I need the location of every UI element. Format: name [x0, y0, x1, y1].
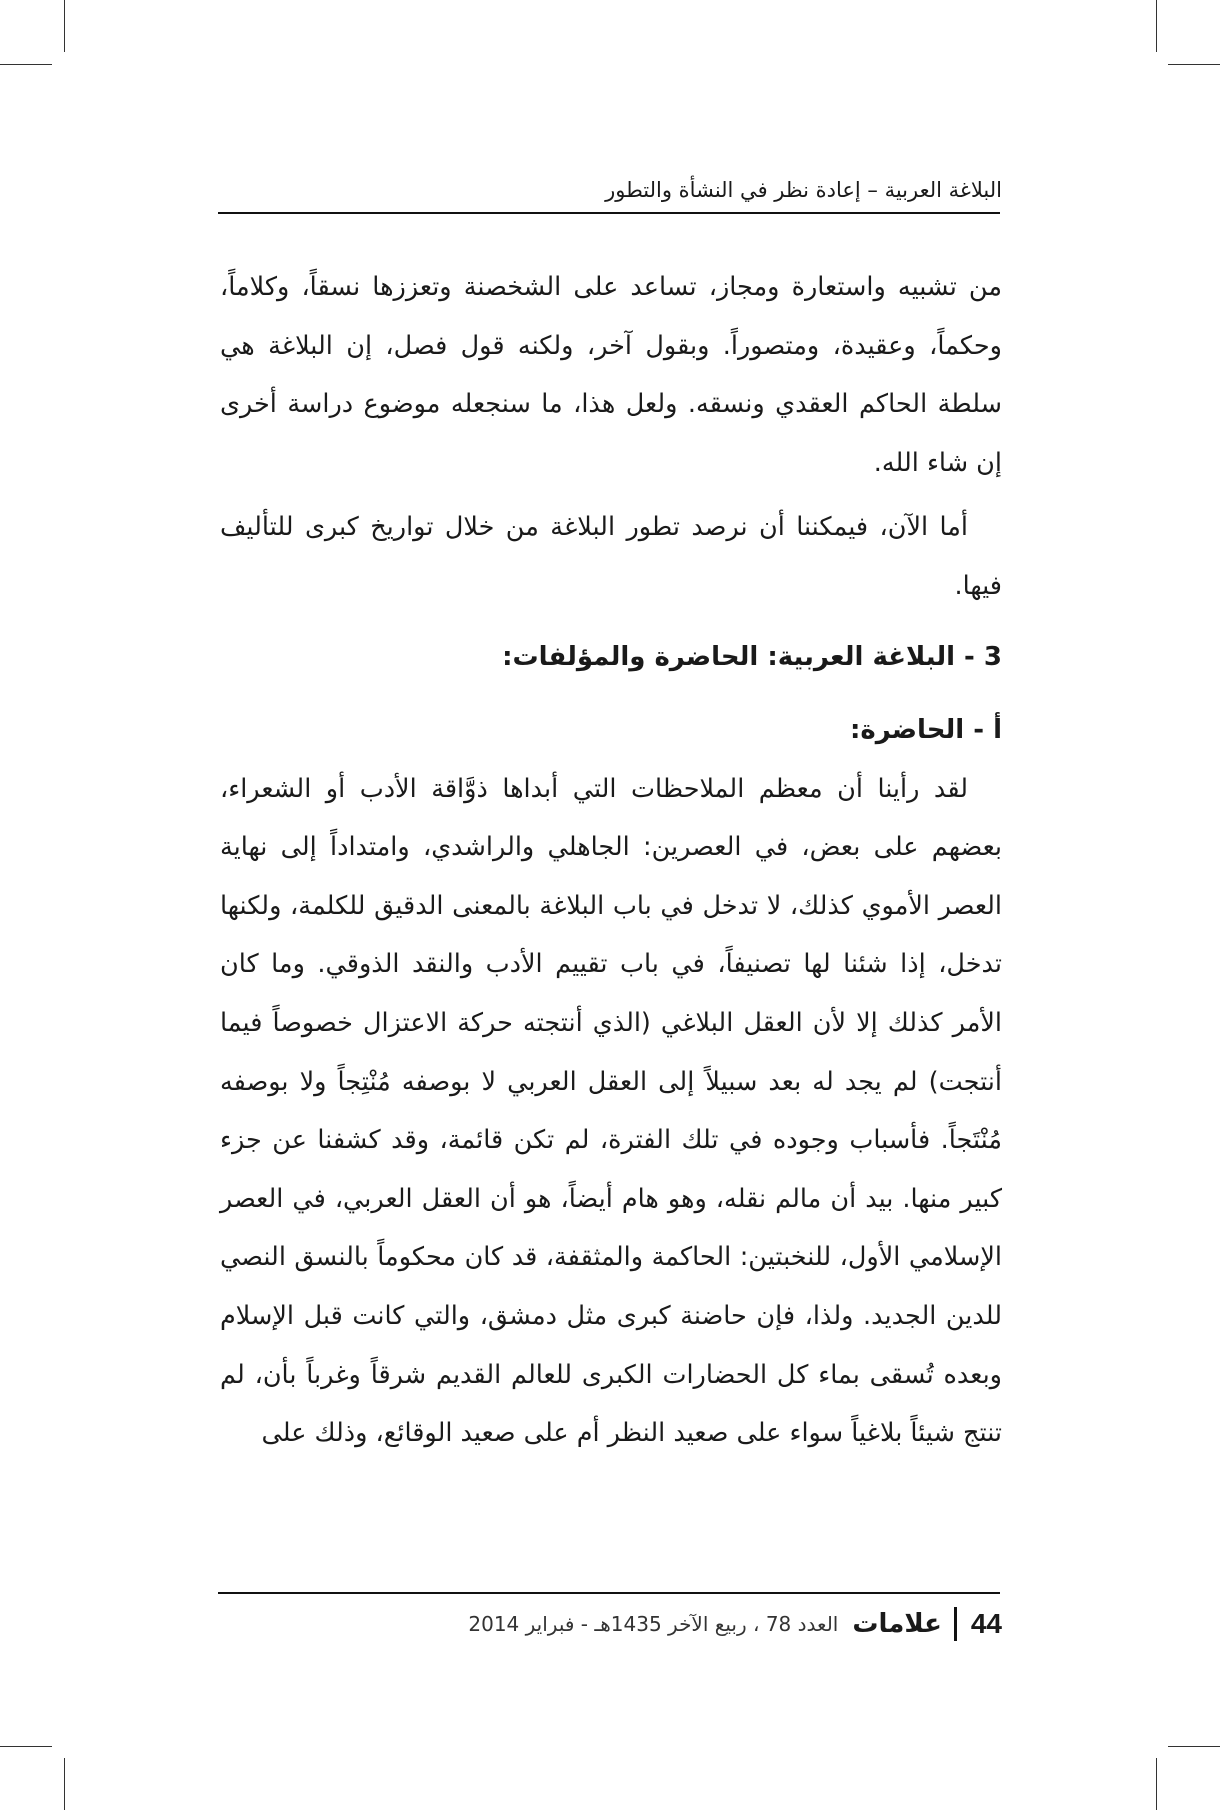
page-body: [220, 258, 1002, 1463]
paragraph: من تشبيه واستعارة ومجاز، تساعد على الشخصنة وتعززها نسقاً، وكلاماً، وحكماً، وعقيدة، ومتصوراً. وبقول آخر، ولكنه قول فصل، إن البلاغة هي سلطة الحاكم العقدي ونسقه. ولعل هذا، ما سنجعله موضوع دراسة أخرى إن شاء الله.: [220, 272, 1002, 478]
header-rule: [218, 212, 1000, 214]
footer-divider: [954, 1607, 957, 1641]
crop-mark: [64, 0, 65, 52]
paragraph: أما الآن، فيمكننا أن نرصد تطور البلاغة من خلال تواريخ كبرى للتأليف فيها.: [220, 512, 1002, 601]
crop-mark: [1168, 1746, 1220, 1747]
page-footer: [220, 1602, 1002, 1646]
journal-name: علامات: [852, 1609, 942, 1639]
paragraph: لقد رأينا أن معظم الملاحظات التي أبداها ذوَّاقة الأدب أو الشعراء، بعضهم على بعض، في العصرين: الجاهلي والراشدي، وامتداداً إلى نهاية العصر الأموي كذلك، لا تدخل في باب البلاغة بالمعنى الدقيق للكلمة، ولكنها تدخل، إذا شئنا لها تصنيفاً، في باب تقييم الأدب والنقد الذوقي. وما كان الأمر كذلك إلا لأن العقل البلاغي (الذي أنتجته حركة الاعتزال خصوصاً فيما أنتجت) لم يجد له بعد سبيلاً إلى العقل العربي لا بوصفه مُنْتِجاً ولا بوصفه مُنْتَجاً. فأسباب وجوده في تلك الفترة، لم تكن قائمة، وقد كشفنا عن جزء كبير منها. بيد أن مالم نقله، وهو هام أيضاً، هو أن العقل العربي، في العصر الإسلامي الأول، للنخبتين: الحاكمة والمثقفة، قد كان محكوماً بالنسق النصي للدين الجديد. ولذا، فإن حاضنة كبرى مثل دمشق، والتي كانت قبل الإسلام وبعده تُسقى بماء كل الحضارات الكبرى للعالم القديم شرقاً وغرباً بأن، لم تنتج شيئاً بلاغياً سواء على صعيد النظر أم على صعيد الوقائع، وذلك على: [220, 773, 1002, 1449]
footer-rule: [218, 1592, 1000, 1594]
subsection-heading: أ - الحاضرة:: [849, 714, 1002, 745]
crop-mark: [1156, 1758, 1157, 1810]
crop-mark: [1156, 0, 1157, 52]
crop-mark: [64, 1758, 65, 1810]
crop-mark: [0, 1746, 52, 1747]
page-number: 44: [970, 1608, 1002, 1639]
running-header: البلاغة العربية – إعادة نظر في النشأة والتطور: [605, 178, 1002, 202]
section-heading: 3 - البلاغة العربية: الحاضرة والمؤلفات:: [502, 641, 1002, 672]
issue-info: العدد 78 ، ربيع الآخر 1435هـ - فبراير 2014: [468, 1612, 839, 1636]
crop-mark: [0, 64, 52, 65]
crop-mark: [1168, 64, 1220, 65]
